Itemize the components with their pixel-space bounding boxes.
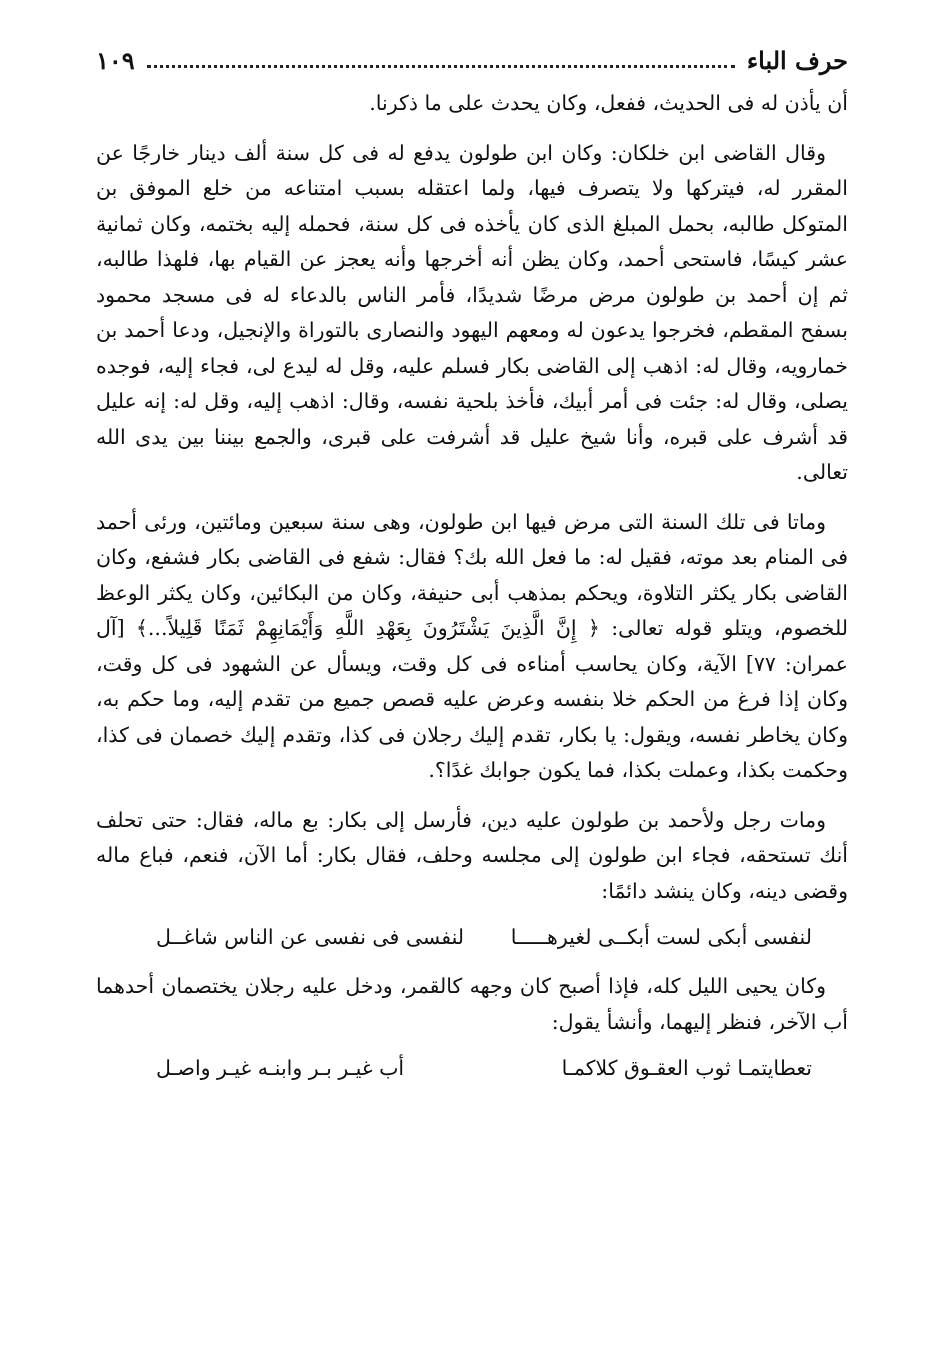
verse-1 bbox=[96, 919, 848, 955]
leader-dots bbox=[147, 65, 735, 68]
verse-2 bbox=[96, 1050, 848, 1086]
verse-1-first-hemistich: لنفسى أبكى لست أبكــى لغيرهـــــا bbox=[510, 925, 812, 949]
paragraph-3: وماتا فى تلك السنة التى مرض فيها ابن طولون، وهى سنة سبعين ومائتين، ورئى أحمد فى المنام بعد موته، فقيل له: ما فعل الله بك؟ فقال: شفع فى القاضى بكار فشفع، وكان القاضى بكار يكثر التلاوة، ويحكم بمذهب أبى حنيفة، وكان من البكائين، وكان يكثر الوعظ للخصوم، ويتلو قوله تعالى: ﴿ إِنَّ الَّذِينَ يَشْتَرُونَ بِعَهْدِ اللَّهِ وَأَيْمَانِهِمْ ثَمَنًا قَلِيلاً...﴾ [آل عمران: ٧٧] الآية، وكان يحاسب أمناءه فى كل وقت، ويسأل عن الشهود فى كل وقت، وكان إذا فرغ من الحكم خلا بنفسه وعرض عليه قصص جميع من تقدم إليه، وما حكم به، وكان يخاطر نفسه، ويقول: يا بكار، تقدم إليك رجلان فى كذا، وتقدم إليك خصمان فى كذا، وحكمت بكذا، وعملت بكذا، فما يكون جوابك غدًا؟. bbox=[96, 509, 848, 782]
paragraph-5: وكان يحيى الليل كله، فإذا أصبح كان وجهه كالقمر، ودخل عليه رجلان يختصمان أحدهما أب الآخر، فنظر إليهما، وأنشأ يقول: bbox=[96, 974, 848, 1034]
verse-2-first-hemistich: تعطايتمـا ثوب العقـوق كلاكمـا bbox=[561, 1056, 812, 1080]
document-page bbox=[96, 38, 848, 1086]
chapter-title: حرف الباء bbox=[746, 45, 848, 75]
running-header bbox=[96, 38, 848, 82]
page-number: ١٠٩ bbox=[96, 45, 135, 75]
paragraph-4: ومات رجل ولأحمد بن طولون عليه دين، فأرسل إلى بكار: بع ماله، فقال: حتى تحلف أنك تستحقه، فجاء ابن طولون إلى مجلسه وحلف، فقال بكار: أما الآن، فنعم، فباع ماله وقضى دينه، وكان ينشد دائمًا: bbox=[96, 807, 848, 903]
paragraph-2: وقال القاضى ابن خلكان: وكان ابن طولون يدفع له فى كل سنة ألف دينار خارجًا عن المقرر له، فيتركها ولا يتصرف فيها، ولما اعتقله بسبب امتناعه من خلع الموفق بن المتوكل طالبه، بحمل المبلغ الذى كان يأخذه فى كل سنة، فحمله إليه بختمه، وكان ثمانية عشر كيسًا، فاستحى أحمد، وكان يظن أنه أخرجها وأنه يعجز عن القيام بها، فلهذا طالبه، ثم إن أحمد بن طولون مرض مرضًا شديدًا، فأمر الناس بالدعاء له فى مسجد محمود بسفح المقطم، فخرجوا يدعون له ومعهم اليهود والنصارى بالتوراة والإنجيل، ودعا أحمد بن خمارويه، وقال له: اذهب إلى القاضى بكار فسلم عليه، وقل له ليدع لى، فجاء إليه، فوجده يصلى، وقال له: جئت فى أمر أبيك، فأخذ بلحية نفسه، وقال: اذهب إليه، وقل له: إنه عليل قد أشرف على قبره، وأنا شيخ عليل قد أشرفت على قبرى، والجمع بيننا بين يدى الله تعالى. bbox=[96, 140, 848, 484]
paragraph-1: أن يأذن له فى الحديث، ففعل، وكان يحدث على ما ذكرنا. bbox=[369, 91, 848, 115]
verse-1-second-hemistich: لنفسى فى نفسى عن الناس شاغــل bbox=[156, 925, 465, 949]
verse-2-second-hemistich: أب غيـر بـر وابنـه غيـر واصـل bbox=[156, 1056, 405, 1080]
